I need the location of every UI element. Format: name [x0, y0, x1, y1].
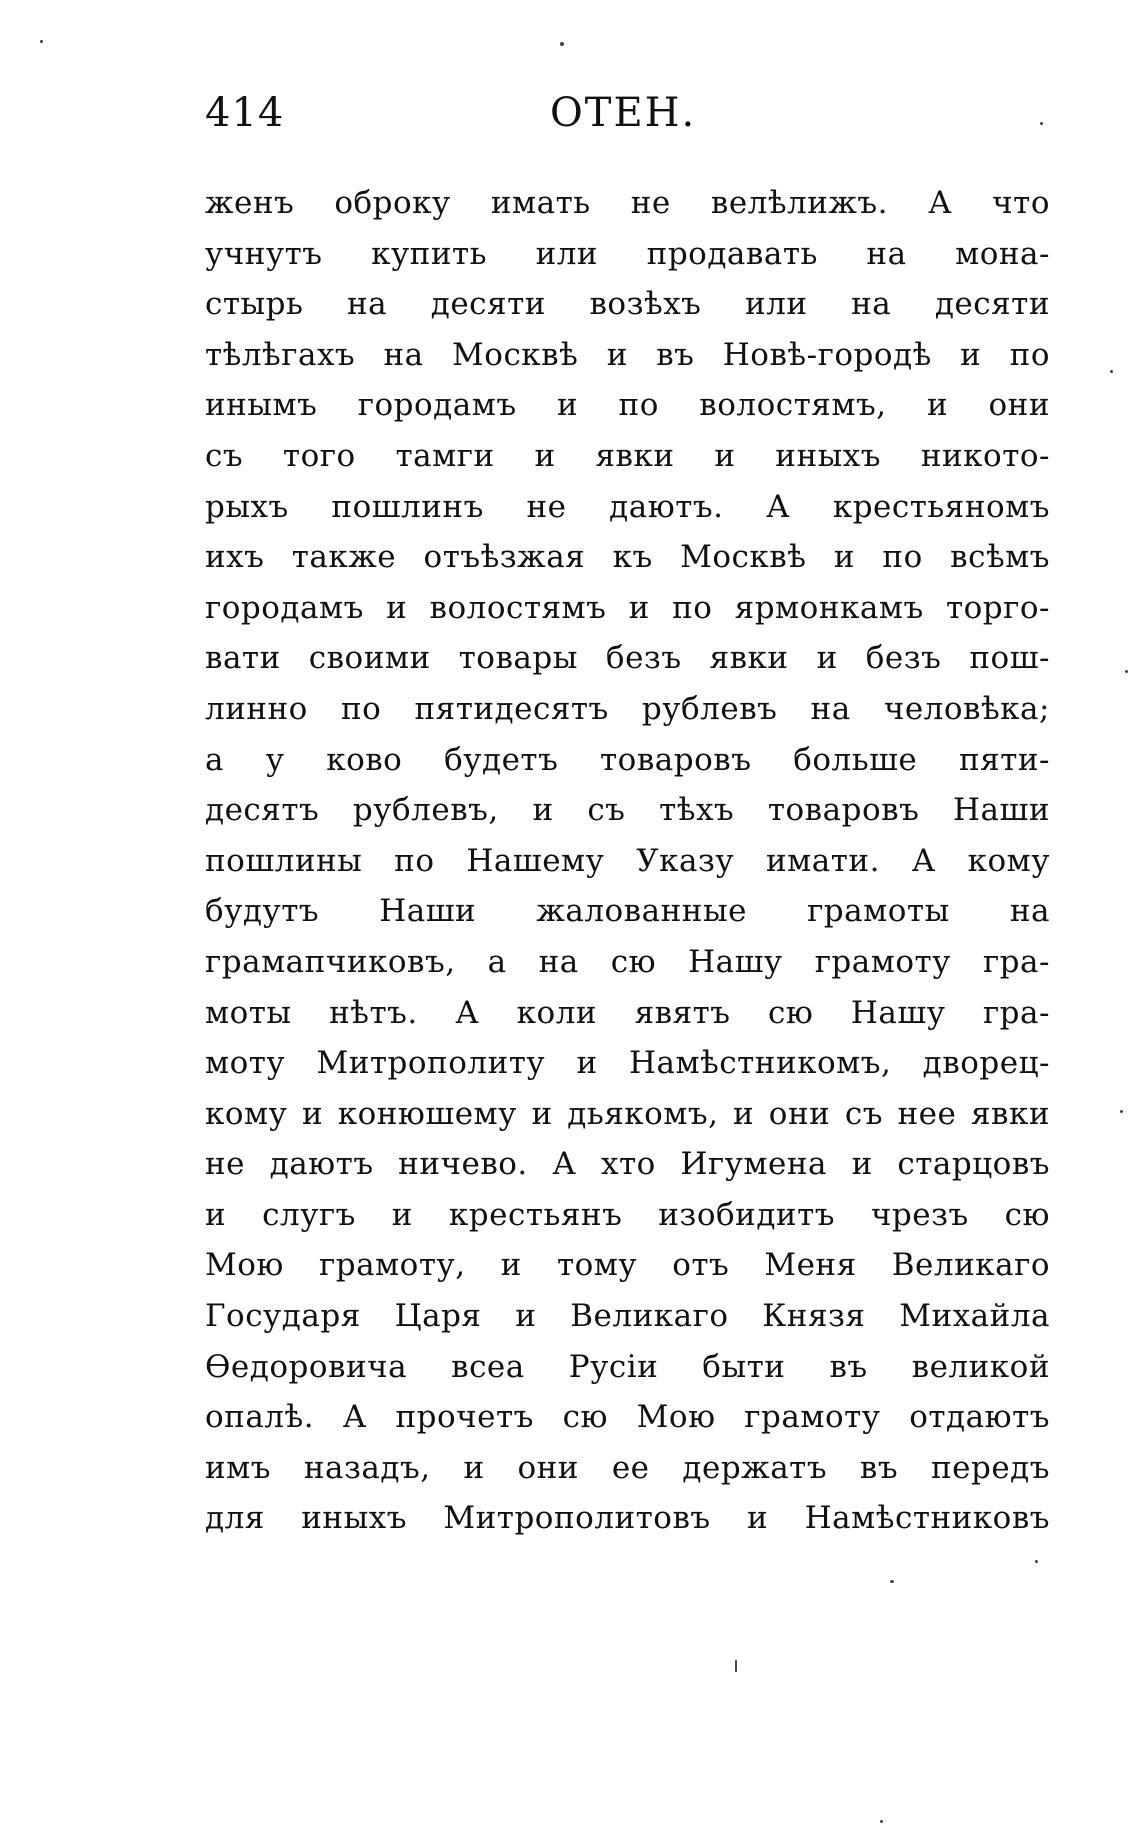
body-text — [205, 178, 1050, 1544]
scan-speck — [1040, 122, 1043, 125]
text-line: Ѳедоровича всеа Русіи быти въ великой — [205, 1348, 1050, 1385]
scan-speck — [1125, 670, 1128, 673]
text-line: инымъ городамъ и по волостямъ, и они — [205, 387, 1050, 424]
text-line: кому и конюшему и дьякомъ, и они съ нее явки — [205, 1095, 1050, 1132]
scan-speck — [890, 1580, 894, 1583]
scan-speck — [1120, 1110, 1123, 1113]
text-line: десятъ рублевъ, и съ тѣхъ товаровъ Наши — [205, 792, 1050, 829]
text-line: для иныхъ Митрополитовъ и Намѣстниковъ — [205, 1500, 1050, 1537]
text-line: Государя Царя и Великаго Князя Михайла — [205, 1298, 1050, 1335]
page-header — [205, 90, 1085, 150]
text-line: линно по пятидесятъ рублевъ на человѣка; — [205, 690, 1050, 727]
running-head: ОТЕН. — [550, 90, 697, 136]
text-line: имъ назадъ, и они ее держатъ въ передъ — [205, 1449, 1050, 1486]
text-line: Мою грамоту, и тому отъ Меня Великаго — [205, 1247, 1050, 1284]
scan-speck — [1110, 370, 1113, 373]
text-line: тѣлѣгахъ на Москвѣ и въ Новѣ-городѣ и по — [205, 336, 1050, 373]
text-line: учнутъ купить или продавать на мона- — [205, 235, 1050, 272]
text-line: не даютъ ничево. А хто Игумена и старцовъ — [205, 1146, 1050, 1183]
text-line: моты нѣтъ. А коли явятъ сю Нашу гра- — [205, 994, 1050, 1031]
text-line: грамапчиковъ, а на сю Нашу грамоту гра- — [205, 943, 1050, 980]
scan-speck — [560, 42, 564, 46]
text-line: стырь на десяти возѣхъ или на десяти — [205, 286, 1050, 323]
text-line: пошлины по Нашему Указу имати. А кому — [205, 842, 1050, 879]
text-line: опалѣ. А прочетъ сю Мою грамоту отдаютъ — [205, 1399, 1050, 1436]
scan-speck — [735, 1660, 737, 1672]
scan-speck — [880, 1820, 883, 1823]
scan-speck — [40, 40, 43, 43]
text-line: женъ оброку имать не велѣлижъ. А что — [205, 185, 1050, 221]
text-line: съ того тамги и явки и иныхъ никото- — [205, 437, 1050, 474]
page-number: 414 — [205, 90, 285, 136]
scan-speck — [1035, 1560, 1038, 1563]
text-line: городамъ и волостямъ и по ярмонкамъ торго- — [205, 589, 1050, 626]
text-line: рыхъ пошлинъ не даютъ. А крестьяномъ — [205, 488, 1050, 525]
text-line: и слугъ и крестьянъ изобидитъ чрезъ сю — [205, 1196, 1050, 1233]
text-line: ихъ также отъѣзжая къ Москвѣ и по всѣмъ — [205, 539, 1050, 576]
text-line: моту Митрополиту и Намѣстникомъ, дворец- — [205, 1045, 1050, 1082]
text-line: будутъ Наши жалованные грамоты на — [205, 893, 1050, 930]
text-line: а у ково будетъ товаровъ больше пяти- — [205, 741, 1050, 778]
text-line: вати своими товары безъ явки и безъ пош- — [205, 640, 1050, 677]
